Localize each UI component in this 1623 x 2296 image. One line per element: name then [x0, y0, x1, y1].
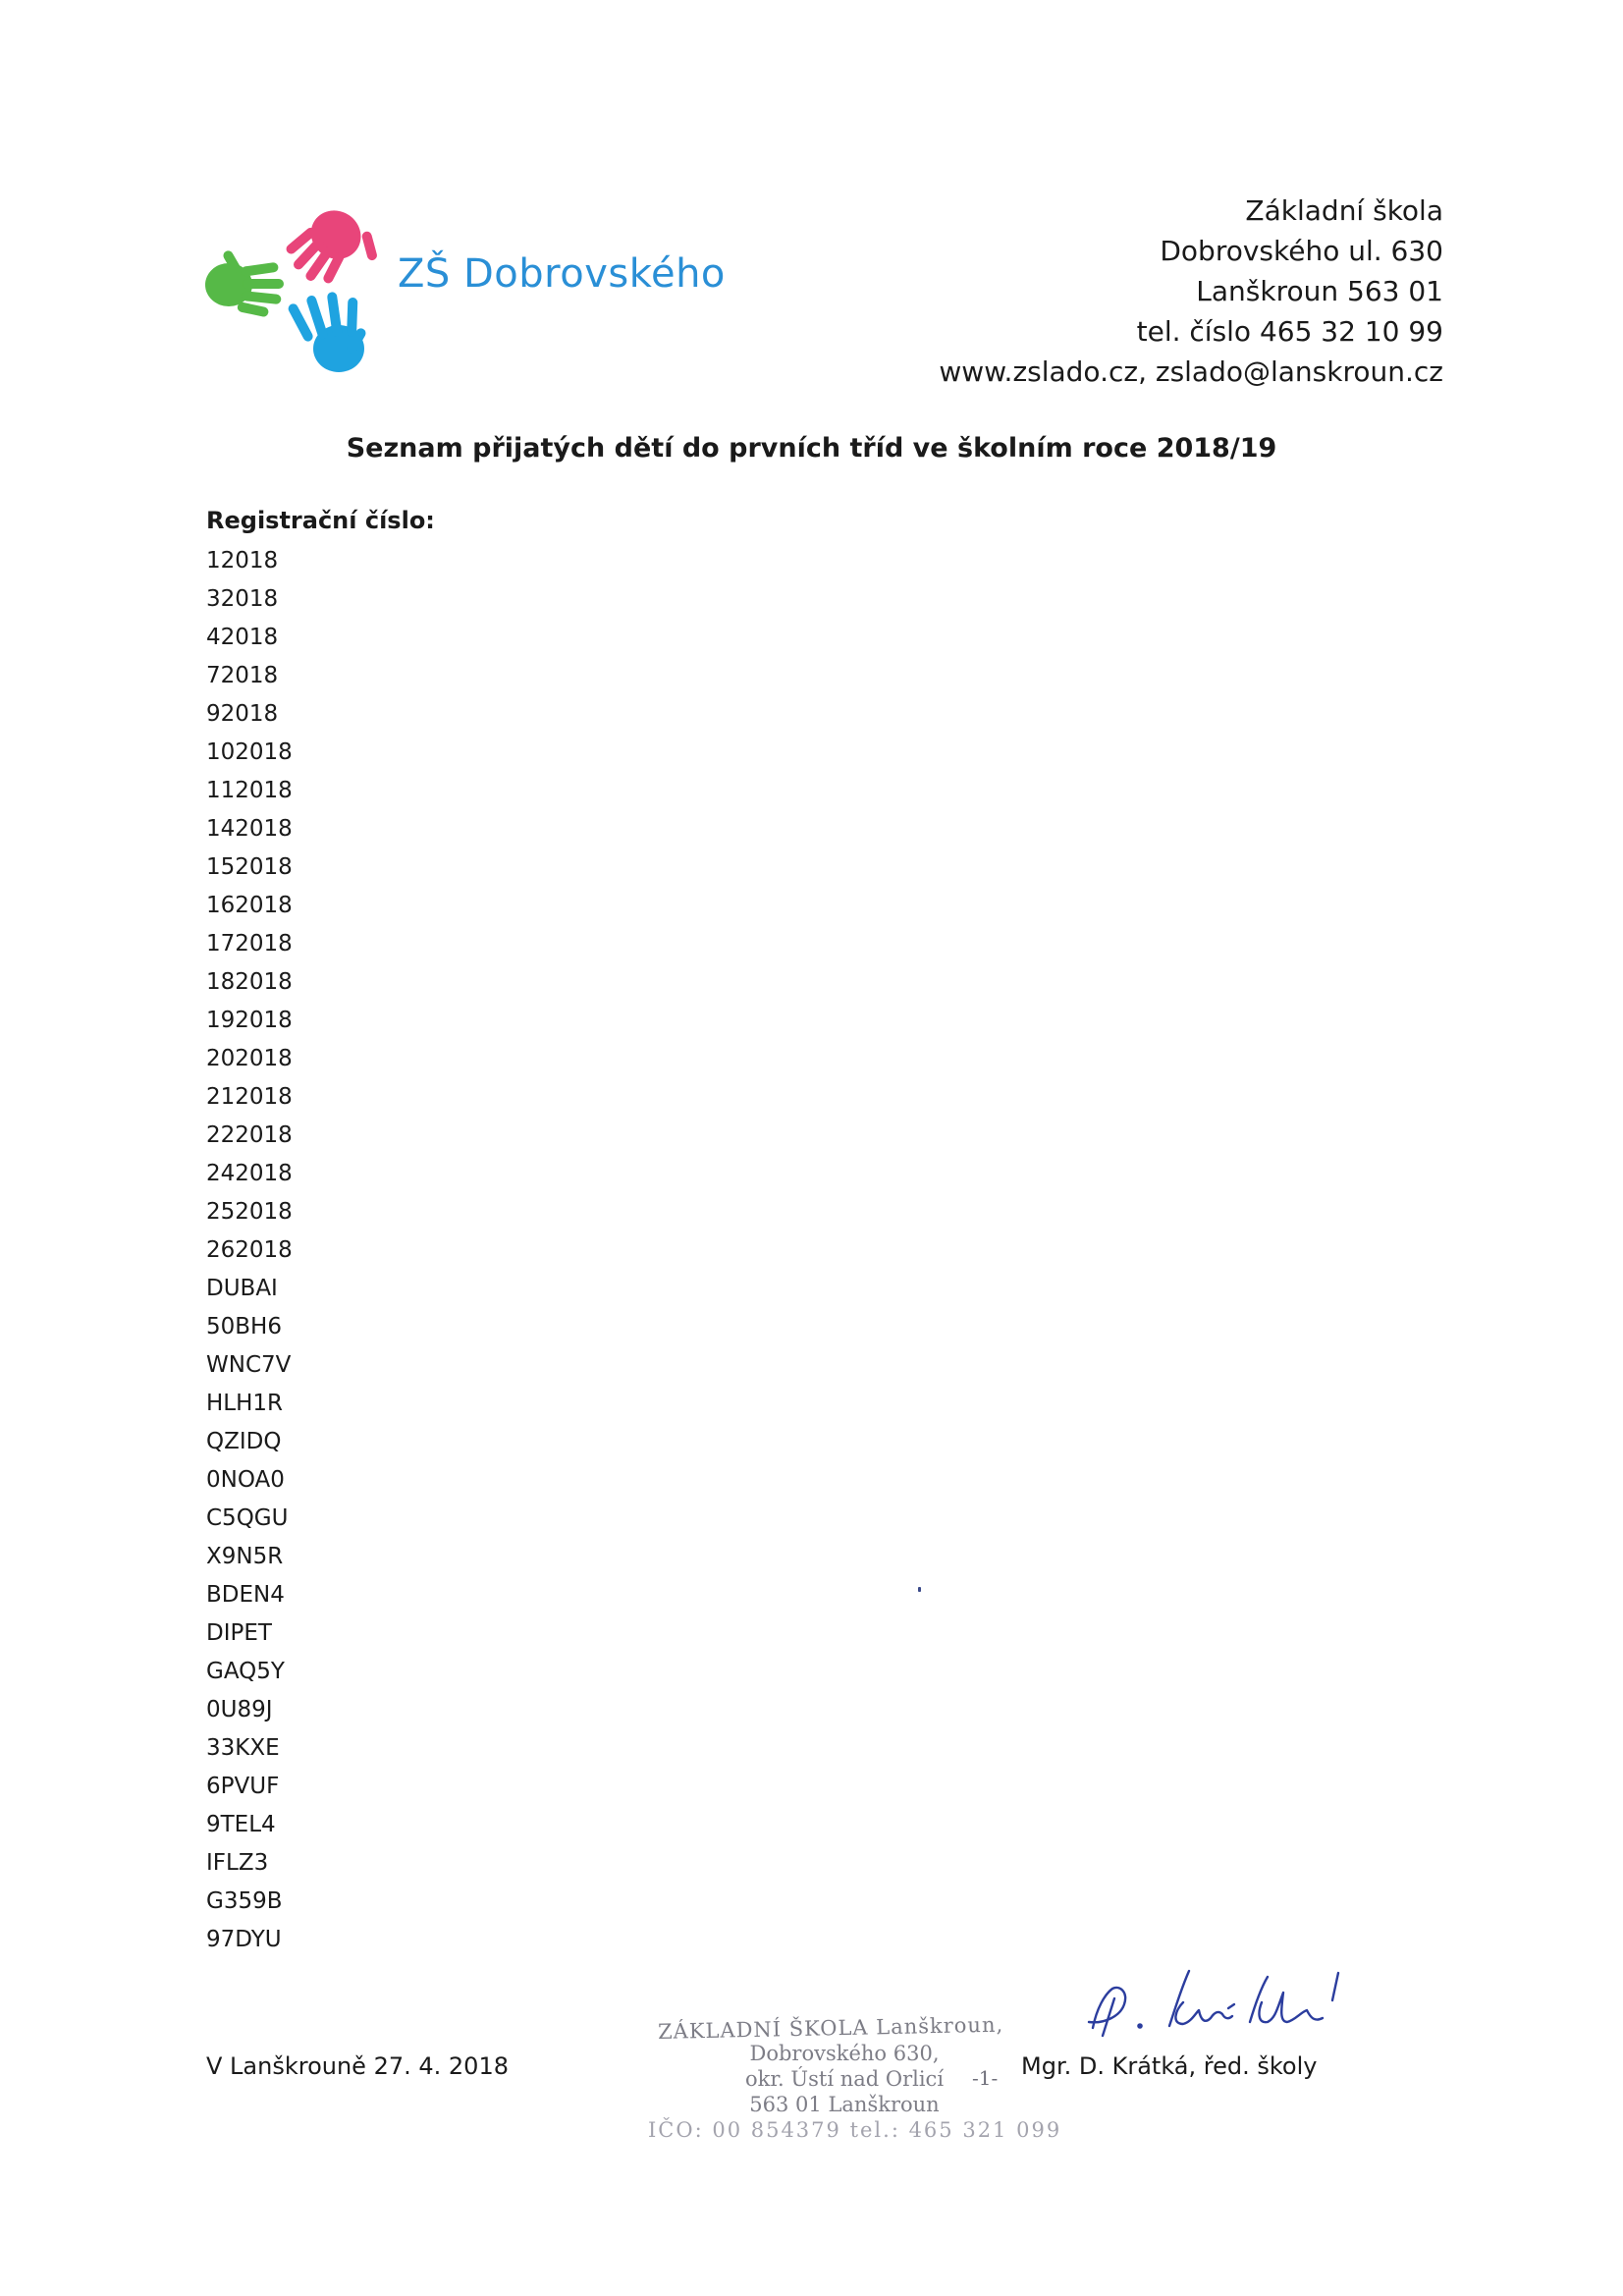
stamp-line-ico-phone: IČO: 00 854379 tel.: 465 321 099 — [648, 2118, 1062, 2142]
registration-number-item: 12018 — [206, 548, 279, 574]
registration-number-item: 262018 — [206, 1237, 293, 1263]
registration-number-item: DUBAI — [206, 1276, 278, 1301]
signer-name: Mgr. D. Krátká, řed. školy — [1021, 2052, 1318, 2080]
registration-number-item: G359B — [206, 1888, 283, 1914]
handwritten-signature — [1075, 1959, 1370, 2048]
registration-number-item: 152018 — [206, 854, 293, 880]
registration-number-item: X9N5R — [206, 1544, 284, 1569]
registration-number-item: 182018 — [206, 969, 293, 995]
registration-number-item: 0NOA0 — [206, 1467, 285, 1493]
logo-text: ZŠ Dobrovského — [398, 251, 726, 297]
hands-logo-icon — [196, 187, 393, 383]
registration-number-item: 0U89J — [206, 1697, 273, 1722]
registration-number-item: 92018 — [206, 701, 279, 727]
blue-hand-icon — [287, 292, 367, 372]
registration-number-item: 112018 — [206, 778, 293, 803]
registration-number-item: 252018 — [206, 1199, 293, 1225]
registration-number-item: 242018 — [206, 1161, 293, 1186]
registration-number-item: 172018 — [206, 931, 293, 957]
registration-number-item: 9TEL4 — [206, 1812, 276, 1837]
document-title: Seznam přijatých dětí do prvních tříd ve školním roce 2018/19 — [346, 433, 1277, 464]
scan-speck — [918, 1587, 921, 1592]
registration-number-item: 50BH6 — [206, 1314, 282, 1339]
registration-number-item: 212018 — [206, 1084, 293, 1110]
registration-number-item: 142018 — [206, 816, 293, 842]
registration-number-list — [206, 542, 293, 1959]
pink-hand-icon — [277, 195, 389, 305]
address-line-city: Lanškroun 563 01 — [1196, 275, 1443, 307]
registration-number-item: WNC7V — [206, 1352, 292, 1378]
registration-number-item: DIPET — [206, 1620, 272, 1646]
address-line-school: Základní škola — [1245, 194, 1443, 227]
signature-scribble-icon — [1075, 1959, 1370, 2048]
school-address — [939, 191, 1443, 392]
registration-number-item: 202018 — [206, 1046, 293, 1071]
address-line-web-email: www.zslado.cz, zslado@lanskroun.cz — [939, 355, 1443, 388]
registration-label: Registrační číslo: — [206, 507, 435, 534]
stamp-line-school: ZÁKLADNÍ ŠKOLA Lanškroun, — [657, 2012, 1004, 2044]
registration-number-item: 32018 — [206, 586, 279, 612]
registration-number-item: 6PVUF — [206, 1774, 280, 1799]
registration-number-item: BDEN4 — [206, 1582, 285, 1608]
registration-number-item: GAQ5Y — [206, 1659, 285, 1684]
registration-number-item: IFLZ3 — [206, 1850, 269, 1876]
registration-number-item: 222018 — [206, 1122, 293, 1148]
registration-number-item: HLH1R — [206, 1391, 284, 1416]
place-and-date: V Lanškrouně 27. 4. 2018 — [206, 2052, 509, 2080]
registration-number-item: 97DYU — [206, 1927, 282, 1952]
registration-number-item: 33KXE — [206, 1735, 280, 1761]
stamp-line-street: Dobrovského 630, — [749, 2042, 940, 2065]
stamp-line-district: okr. Ústí nad Orlicí — [744, 2067, 945, 2091]
address-line-street: Dobrovského ul. 630 — [1160, 235, 1443, 267]
registration-number-item: 192018 — [206, 1008, 293, 1033]
school-logo — [196, 187, 393, 383]
stamp-line-city: 563 01 Lanškroun — [749, 2093, 940, 2116]
registration-number-item: QZIDQ — [206, 1429, 282, 1454]
registration-number-item: C5QGU — [206, 1505, 289, 1531]
green-hand-icon — [205, 249, 284, 318]
registration-number-item: 42018 — [206, 625, 279, 650]
address-line-phone: tel. číslo 465 32 10 99 — [1136, 315, 1443, 348]
registration-number-item: 102018 — [206, 739, 293, 765]
registration-number-item: 162018 — [206, 893, 293, 918]
registration-number-item: 72018 — [206, 663, 279, 688]
stamp-page-number: -1- — [972, 2066, 999, 2090]
